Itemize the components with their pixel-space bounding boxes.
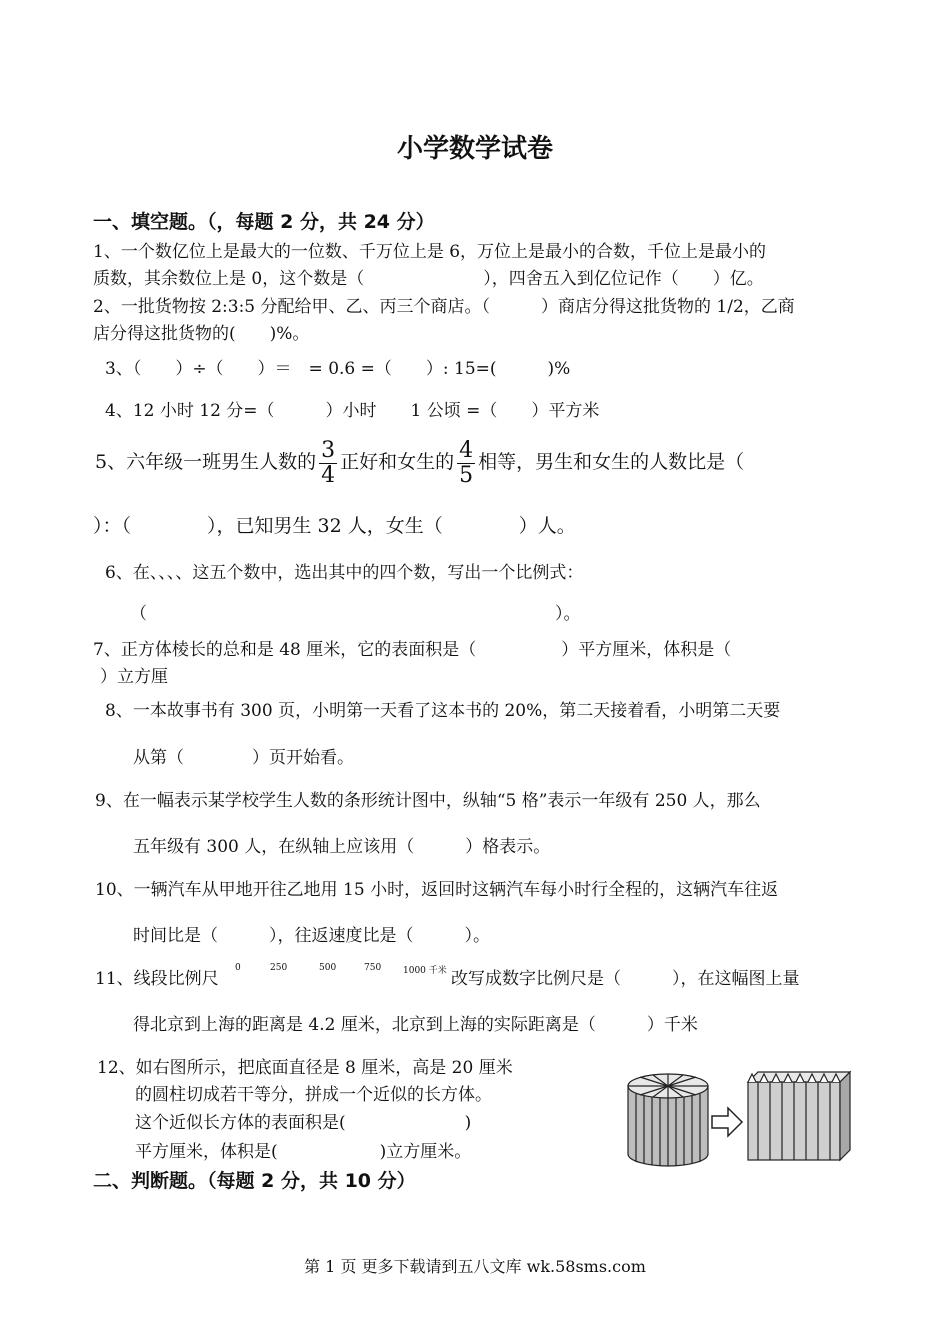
scale-label: 1000 千米 — [403, 966, 447, 976]
question-2-line-1: 2、一批货物按 2:3:5 分配给甲、乙、丙三个商店。（ ）商店分得这批货物的 1/2，乙商 — [93, 297, 795, 317]
question-8-line-2: 从第（ ）页开始看。 — [133, 748, 354, 768]
page-footer: 第 1 页 更多下载请到五八文库 wk.58sms.com — [304, 1257, 646, 1276]
question-10-line-2: 时间比是（ ），往返速度比是（ ）。 — [133, 926, 490, 946]
question-12-line-4: 平方厘米，体积是( )立方厘米。 — [135, 1142, 472, 1162]
question-7-line-1: 7、正方体棱长的总和是 48 厘米，它的表面积是（ ）平方厘米，体积是（ — [93, 640, 732, 660]
question-5-line-2: ）：（ ），已知男生 32 人，女生（ ）人。 — [93, 515, 576, 537]
question-12-line-2: 的圆柱切成若干等分，拼成一个近似的长方体。 — [135, 1085, 492, 1105]
question-5-part-1: 5、六年级一班男生人数的 — [95, 451, 317, 473]
scale-bar-labels — [230, 963, 455, 977]
cylinder-to-cuboid-diagram — [620, 1060, 860, 1170]
question-6-line-1: 6、在、、、、这五个数中，选出其中的四个数，写出一个比例式： — [105, 563, 584, 583]
section-1-heading: 一、填空题。（，每题 2 分，共 24 分） — [93, 211, 435, 233]
scale-label: 750 — [364, 963, 382, 973]
question-3: 3、（ ）÷（ ）＝ = 0.6 =（ ）: 15=( )% — [105, 359, 571, 379]
fraction-numerator: 4 — [459, 437, 474, 463]
question-1-line-1: 1、一个数亿位上是最大的一位数、千万位上是 6，万位上是最小的合数，千位上是最小的 — [93, 242, 767, 262]
fraction-four-fifths — [457, 439, 475, 488]
question-2-line-2: 店分得这批货物的( )%。 — [93, 324, 310, 344]
question-12-line-3: 这个近似长方体的表面积是( ) — [135, 1113, 472, 1133]
fraction-three-quarters — [319, 439, 337, 488]
question-10-line-1: 10、一辆汽车从甲地开往乙地用 15 小时，返回时这辆汽车每小时行全程的，这辆汽车往返 — [95, 880, 779, 900]
question-4: 4、12 小时 12 分=（ ）小时 1 公顷 =（ ）平方米 — [105, 401, 600, 421]
question-8-line-1: 8、一本故事书有 300 页，小明第一天看了这本书的 20%，第二天接着看，小明第二天要 — [105, 701, 781, 721]
scale-label: 0 — [235, 963, 241, 973]
scale-label: 250 — [270, 963, 288, 973]
fraction-denominator: 4 — [321, 462, 336, 488]
question-5-part-3: 相等，男生和女生的人数比是（ — [478, 451, 745, 473]
question-9-line-1: 9、在一幅表示某学校学生人数的条形统计图中，纵轴“5 格”表示一年级有 250 人，那么 — [95, 791, 761, 811]
question-11-line-2: 得北京到上海的距离是 4.2 厘米，北京到上海的实际距离是（ ）千米 — [133, 1015, 698, 1035]
question-5-part-2: 正好和女生的 — [340, 451, 455, 473]
question-7-line-2: ）立方厘 — [100, 667, 168, 687]
scale-label: 500 — [319, 963, 337, 973]
section-2-heading: 二、判断题。（每题 2 分，共 10 分） — [93, 1170, 416, 1192]
question-11-prefix: 11、线段比例尺 — [95, 969, 219, 989]
question-1-line-2: 质数，其余数位上是 0，这个数是（ ），四舍五入到亿位记作（ ）亿。 — [93, 269, 764, 289]
arrow-right-icon — [712, 1108, 742, 1136]
question-12-line-1: 12、如右图所示，把底面直径是 8 厘米，高是 20 厘米 — [97, 1058, 513, 1078]
question-5-line-1 — [95, 436, 744, 488]
question-9-line-2: 五年级有 300 人，在纵轴上应该用（ ）格表示。 — [133, 837, 551, 857]
question-11-suffix: 改写成数字比例尺是（ ），在这幅图上量 — [451, 969, 800, 989]
cuboid-icon — [748, 1072, 850, 1160]
fraction-denominator: 5 — [459, 462, 474, 488]
question-6-line-2: （ ）。 — [130, 604, 581, 624]
page-title: 小学数学试卷 — [396, 134, 553, 164]
fraction-numerator: 3 — [321, 437, 336, 463]
cylinder-icon — [628, 1074, 708, 1166]
